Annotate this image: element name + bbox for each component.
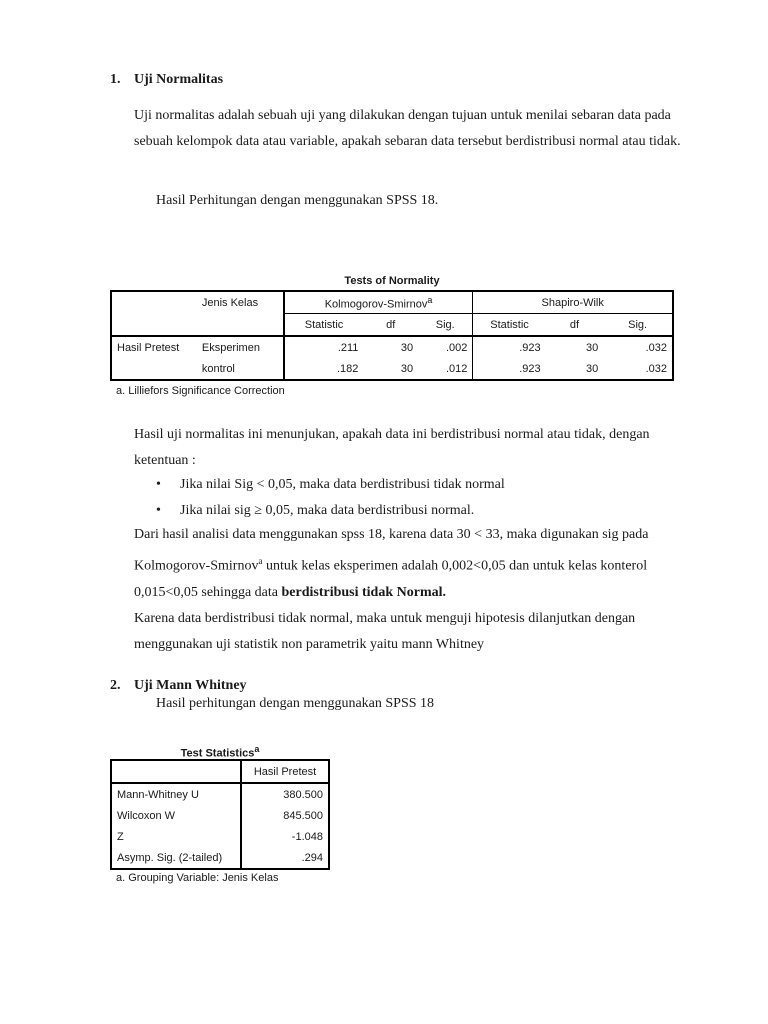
analysis-paragraph [134,522,694,606]
stat-value: .294 [241,847,329,869]
bullet-text: Jika nilai Sig < 0,05, maka data berdistribusi tidak normal [180,477,505,492]
normality-table [110,290,674,381]
analysis-bold: berdistribusi tidak Normal. [281,584,446,600]
bullet-icon: • [156,477,161,492]
section-2-heading [110,678,247,694]
section-1-heading [110,72,223,88]
bullet-icon: • [156,503,161,518]
table-row [111,783,329,805]
table-row [111,847,329,869]
test-statistics-title [110,744,330,760]
subheader-ks-df: df [386,318,396,331]
normality-table-title: Tests of Normality [344,275,440,287]
bullet-item [156,503,474,519]
stat-label: Mann-Whitney U [111,783,241,805]
stat-label: Asymp. Sig. (2-tailed) [111,847,241,869]
subheader-ks-statistic: Statistic [284,314,364,337]
ks-header-label: Kolmogorov-Smirnov [324,298,428,311]
normality-intro-paragraph: Uji normalitas adalah sebuah uji yang dilakukan dengan tujuan untuk menilai sebaran data pada sebuah kelompok data atau variable, apakah sebaran data tersebut berdistribusi normal atau tidak. [134,108,681,149]
bullet-item [156,477,505,493]
table-cell: .012 [446,362,468,375]
test-statistics-footnote: a. Grouping Variable: Jenis Kelas [116,872,279,884]
stat-value: 380.500 [241,783,329,805]
ks-header-sup: a [427,294,433,305]
test-statistics-table [110,759,330,870]
ks-header [284,291,473,314]
table-row [111,826,329,847]
normality-table-footnote: a. Lilliefors Significance Correction [116,385,285,397]
conclusion-paragraph: Karena data berdistribusi tidak normal, maka untuk menguji hipotesis dilanjutkan dengan menggunakan uji statistik non parametrik yaitu mann Whitney [134,611,636,652]
stat-value: -1.048 [241,826,329,847]
stat-label: Z [111,826,241,847]
table-cell: .923 [473,336,546,358]
row-group: Eksperimen [201,341,260,354]
table-cell: .211 [284,336,364,358]
subheader-sw-df: df [569,318,580,331]
section-2-title: Uji Mann Whitney [134,678,247,693]
table-cell: .182 [284,358,364,380]
analysis-text-a: Dari hasil analisi data menggunakan spss 18, karena data 30 < 33, maka digunakan sig pada Kolmogorov-Smirnov [134,527,649,574]
sw-header: Shapiro-Wilk [473,291,673,314]
test-statistics-title-sup: a [254,744,260,754]
table-cell: .032 [603,336,673,358]
section-1-number: 1. [110,72,121,87]
table-cell: .923 [473,358,546,380]
section-2-number: 2. [110,678,121,693]
table-row [111,805,329,826]
table-cell: 30 [586,362,599,375]
table-cell: 30 [400,341,414,354]
result-intro-paragraph: Hasil uji normalitas ini menunjukan, apakah data ini berdistribusi normal atau tidak, dengan ketentuan : [134,427,650,468]
table-cell: 30 [586,341,599,354]
subheader-sw-sig: Sig. [603,314,673,337]
table-cell: .002 [446,341,468,354]
spss-note-2: Hasil perhitungan dengan menggunakan SPSS 18 [156,696,435,711]
section-1-title: Uji Normalitas [134,72,224,87]
column-header: Hasil Pretest [241,760,329,783]
row-label: Hasil Pretest [111,336,197,358]
group-header: Jenis Kelas [201,296,259,309]
subheader-sw-statistic: Statistic [473,314,546,337]
row-group: kontrol [201,362,235,375]
analysis-text-b: untuk kelas eksperimen adalah 0,002<0,05 dan untuk kelas konterol 0,015<0,05 sehingga data [134,558,648,600]
analysis-sup: a [258,556,263,566]
table-cell: 30 [400,362,414,375]
test-statistics-title-label: Test Statistics [180,747,255,760]
stat-value: 845.500 [241,805,329,826]
table-row [111,358,673,380]
spss-note-1: Hasil Perhitungan dengan menggunakan SPSS 18. [156,193,439,208]
table-cell: .032 [603,358,673,380]
subheader-ks-sig: Sig. [435,318,455,331]
stat-label: Wilcoxon W [111,805,241,826]
table-row [111,336,673,358]
bullet-text: Jika nilai sig ≥ 0,05, maka data berdistribusi normal. [180,503,475,518]
